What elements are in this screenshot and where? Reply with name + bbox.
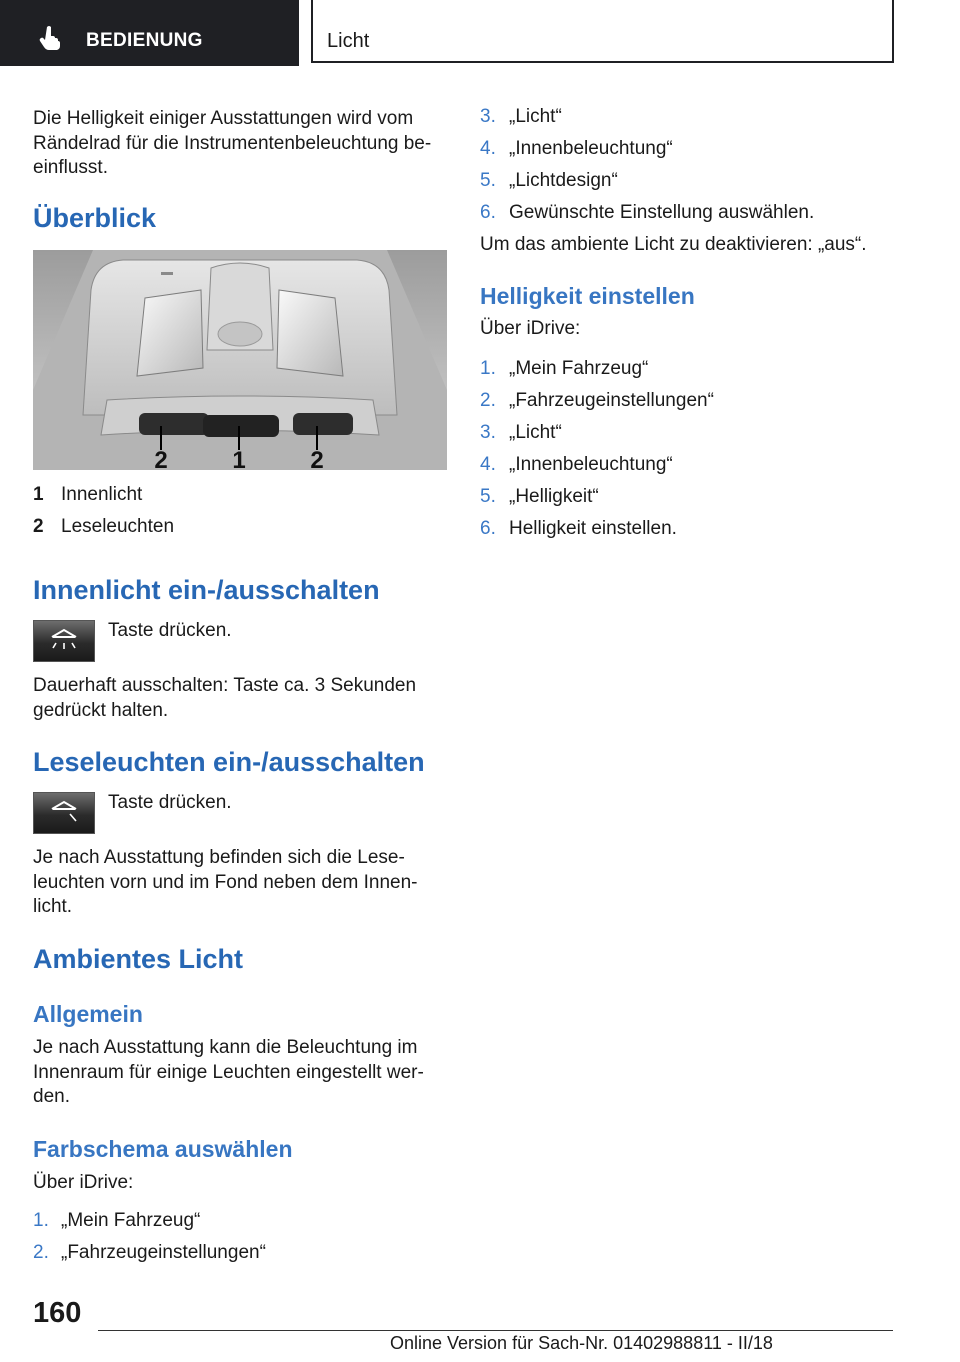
reading-light-button-icon	[33, 792, 95, 834]
figure-callout: 2	[310, 447, 324, 470]
list-number: 3.	[480, 422, 496, 443]
allgemein-heading: Allgemein	[33, 1001, 143, 1027]
section-tab[interactable]	[0, 0, 299, 66]
innenlicht-heading: Innenlicht ein-/ausschalten	[33, 575, 380, 605]
list-label: „Innenbeleuchtung“	[509, 454, 673, 475]
leseleuchten-note	[33, 846, 443, 920]
ambient-heading: Ambientes Licht	[33, 944, 244, 974]
list-number: 1.	[480, 358, 496, 379]
list-label: Helligkeit einstellen.	[509, 518, 677, 539]
overview-heading: Überblick	[33, 203, 157, 233]
list-number: 5.	[480, 170, 496, 191]
note-line: Je nach Ausstattung befinden sich die Lese-	[33, 847, 405, 868]
page-number: 160	[33, 1297, 82, 1329]
hand-pointer-icon	[38, 24, 64, 50]
footer-divider	[98, 1330, 893, 1331]
legend-number: 2	[33, 516, 44, 537]
chapter-header	[311, 0, 894, 63]
list-number: 1.	[33, 1210, 49, 1231]
paragraph-line: Je nach Ausstattung kann die Beleuchtung im	[33, 1037, 418, 1058]
intro-line: einflusst.	[33, 157, 108, 178]
list-label: Gewünschte Einstellung auswählen.	[509, 202, 815, 223]
innenlicht-note	[33, 674, 443, 723]
allgemein-paragraph	[33, 1036, 443, 1110]
section-label: BEDIENUNG	[86, 30, 203, 51]
list-item	[480, 137, 673, 161]
list-number: 6.	[480, 518, 496, 539]
legend-item	[33, 483, 143, 507]
note-line: gedrückt halten.	[33, 699, 169, 721]
farbschema-via: Über iDrive:	[33, 1172, 134, 1193]
list-label: „Licht“	[509, 422, 562, 443]
paragraph-line: Innenraum für einige Leuchten eingestellt wer-	[33, 1061, 424, 1083]
legend-label: Innenlicht	[61, 484, 143, 505]
list-label: „Fahrzeugeinstellungen“	[61, 1242, 266, 1263]
legend-label: Leseleuchten	[61, 516, 175, 537]
online-version-note: Online Version für Sach-Nr. 01402988811 - II/18	[390, 1333, 773, 1353]
list-number: 2.	[33, 1242, 49, 1263]
chapter-title: Licht	[327, 30, 370, 52]
legend-item	[33, 515, 175, 539]
list-label: „Mein Fahrzeug“	[61, 1210, 201, 1231]
farbschema-heading: Farbschema auswählen	[33, 1136, 293, 1162]
list-item	[480, 357, 649, 381]
list-item	[480, 517, 677, 541]
note-line: licht.	[33, 896, 73, 917]
helligkeit-via: Über iDrive:	[480, 318, 581, 339]
list-number: 6.	[480, 202, 496, 223]
figure-callout: 1	[232, 447, 246, 470]
list-label: „Lichtdesign“	[509, 170, 618, 191]
helligkeit-heading: Helligkeit einstellen	[480, 283, 695, 309]
list-label: „Mein Fahrzeug“	[509, 358, 649, 379]
list-item	[480, 421, 562, 445]
list-item	[480, 201, 815, 225]
list-label: „Helligkeit“	[509, 486, 599, 507]
list-number: 4.	[480, 454, 496, 475]
list-label: „Fahrzeugeinstellungen“	[509, 390, 714, 411]
legend-number: 1	[33, 484, 44, 505]
paragraph-line: den.	[33, 1086, 70, 1107]
list-item	[33, 1241, 266, 1265]
list-item	[480, 389, 714, 413]
list-item	[480, 485, 599, 509]
leseleuchten-heading: Leseleuchten ein-/ausschalten	[33, 747, 425, 777]
list-item	[480, 453, 673, 477]
note-line: Dauerhaft ausschalten: Taste ca. 3 Sekunden	[33, 675, 417, 696]
interior-light-button-icon	[33, 620, 95, 662]
innenlicht-instruction: Taste drücken.	[108, 620, 232, 641]
list-number: 5.	[480, 486, 496, 507]
figure-callout: 2	[154, 447, 168, 470]
leseleuchten-instruction: Taste drücken.	[108, 792, 232, 813]
note-line: leuchten vorn und im Fond neben dem Innen-	[33, 871, 418, 893]
intro-paragraph	[33, 107, 443, 181]
deactivate-note: Um das ambiente Licht zu deaktivieren: „aus“.	[480, 234, 867, 255]
list-number: 4.	[480, 138, 496, 159]
list-item	[480, 169, 618, 193]
overhead-console-figure	[33, 250, 447, 470]
intro-line: Rändelrad für die Instrumentenbeleuchtung be-	[33, 132, 432, 154]
list-number: 3.	[480, 106, 496, 127]
list-label: „Innenbeleuchtung“	[509, 138, 673, 159]
intro-line: Die Helligkeit einiger Ausstattungen wird vom	[33, 108, 414, 129]
list-number: 2.	[480, 390, 496, 411]
list-item	[33, 1209, 201, 1233]
list-item	[480, 105, 562, 129]
list-label: „Licht“	[509, 106, 562, 127]
